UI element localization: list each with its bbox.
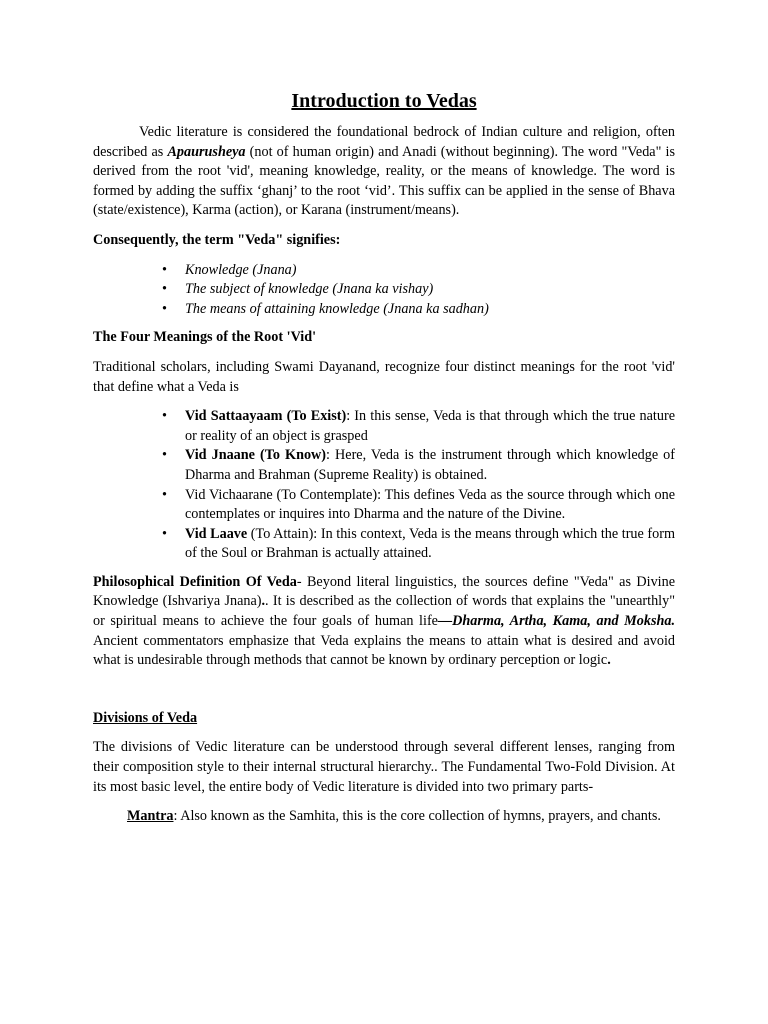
philosophical-text-2: . It is described as the collection of words that explains the "unearthly" or spiritual means to achieve the four goals of human life	[93, 593, 675, 630]
list-item: • Knowledge (Jnana)	[185, 261, 675, 281]
meaning-text: : In this sense, Veda is that through which the true nature or reality of an object is grasped	[185, 408, 675, 444]
intro-paragraph	[93, 123, 675, 221]
four-goals-term: —Dharma, Artha, Kama, and Moksha.	[437, 613, 675, 630]
philosophical-dot: .	[261, 593, 266, 610]
meaning-text: Vid Vichaarane (To Contemplate): This defines Veda as the source through which one contemplates or inquires into Dharma and the nature of the Divine.	[185, 486, 675, 523]
philosophical-text-3: Ancient commentators emphasize that Veda explains the means to attain what is desired and avoid what is undesirable through methods that cannot be known by ordinary perception or logic	[93, 632, 675, 669]
four-meanings-heading: The Four Meanings of the Root 'Vid'	[93, 329, 317, 346]
mantra-paragraph	[93, 807, 675, 827]
meaning-text: : Here, Veda is the instrument through which knowledge of Dharma and Brahman (Supreme Reality) is obtained.	[185, 447, 675, 483]
philosophical-label: Philosophical Definition Of Veda	[93, 573, 297, 590]
intro-text-2: (not of human origin) and Anadi (without beginning). The word "Veda" is derived from the root 'vid', meaning knowledge, reality, or the means of knowledge. The word is formed by adding the suffix ‘ghanj’ to the root ‘vid’. This suffix can be applied in the sense of Bhava (state/existence), Karma (action), or Karana (instrument/means).	[93, 143, 675, 219]
list-item	[185, 486, 675, 525]
list-item: • The subject of knowledge (Jnana ka vishay)	[185, 280, 675, 300]
list-item	[185, 446, 675, 485]
divisions-paragraph: The divisions of Vedic literature can be understood through several different lenses, ranging from their composition style to their internal structural hierarchy.. The Fundamental Two-Fold Division. At its most basic level, the entire body of Vedic literature is divided into two primary parts-	[93, 739, 675, 795]
signifies-heading: Consequently, the term "Veda" signifies:	[93, 231, 341, 248]
document-body	[93, 88, 675, 827]
list-item	[185, 525, 675, 564]
four-meanings-intro: Traditional scholars, including Swami Dayanand, recognize four distinct meanings for the root 'vid' that define what a Veda is	[93, 358, 675, 395]
signifies-list	[93, 261, 675, 320]
philosophical-paragraph	[93, 573, 675, 671]
divisions-heading: Divisions of Veda	[93, 709, 198, 726]
apaurusheya-term: Apaurusheya	[167, 143, 246, 160]
spacer	[93, 671, 675, 709]
meaning-text: (To Attain): In this context, Veda is the means through which the true form of the Soul or Brahman is actually attained.	[185, 525, 675, 562]
mantra-text: : Also known as the Samhita, this is the core collection of hymns, prayers, and chants.	[173, 808, 661, 825]
page-title: Introduction to Vedas	[291, 90, 477, 112]
philosophical-end: .	[607, 652, 611, 669]
meaning-term: Vid Sattaayaam (To Exist)	[185, 408, 347, 425]
list-item: • The means of attaining knowledge (Jnana ka sadhan)	[185, 300, 675, 320]
list-item	[185, 407, 675, 446]
intro-text-1: Vedic literature is considered the foundational bedrock of Indian culture and religion, often described as	[93, 124, 675, 160]
mantra-label: Mantra	[127, 808, 174, 825]
meaning-term: Vid Laave	[185, 525, 248, 542]
philosophical-text-1: - Beyond literal linguistics, the sources define "Veda" as Divine Knowledge (Ishvariya Jnana)	[93, 573, 676, 610]
meaning-term: Vid Jnaane (To Know)	[185, 447, 327, 464]
meanings-list	[93, 407, 675, 564]
